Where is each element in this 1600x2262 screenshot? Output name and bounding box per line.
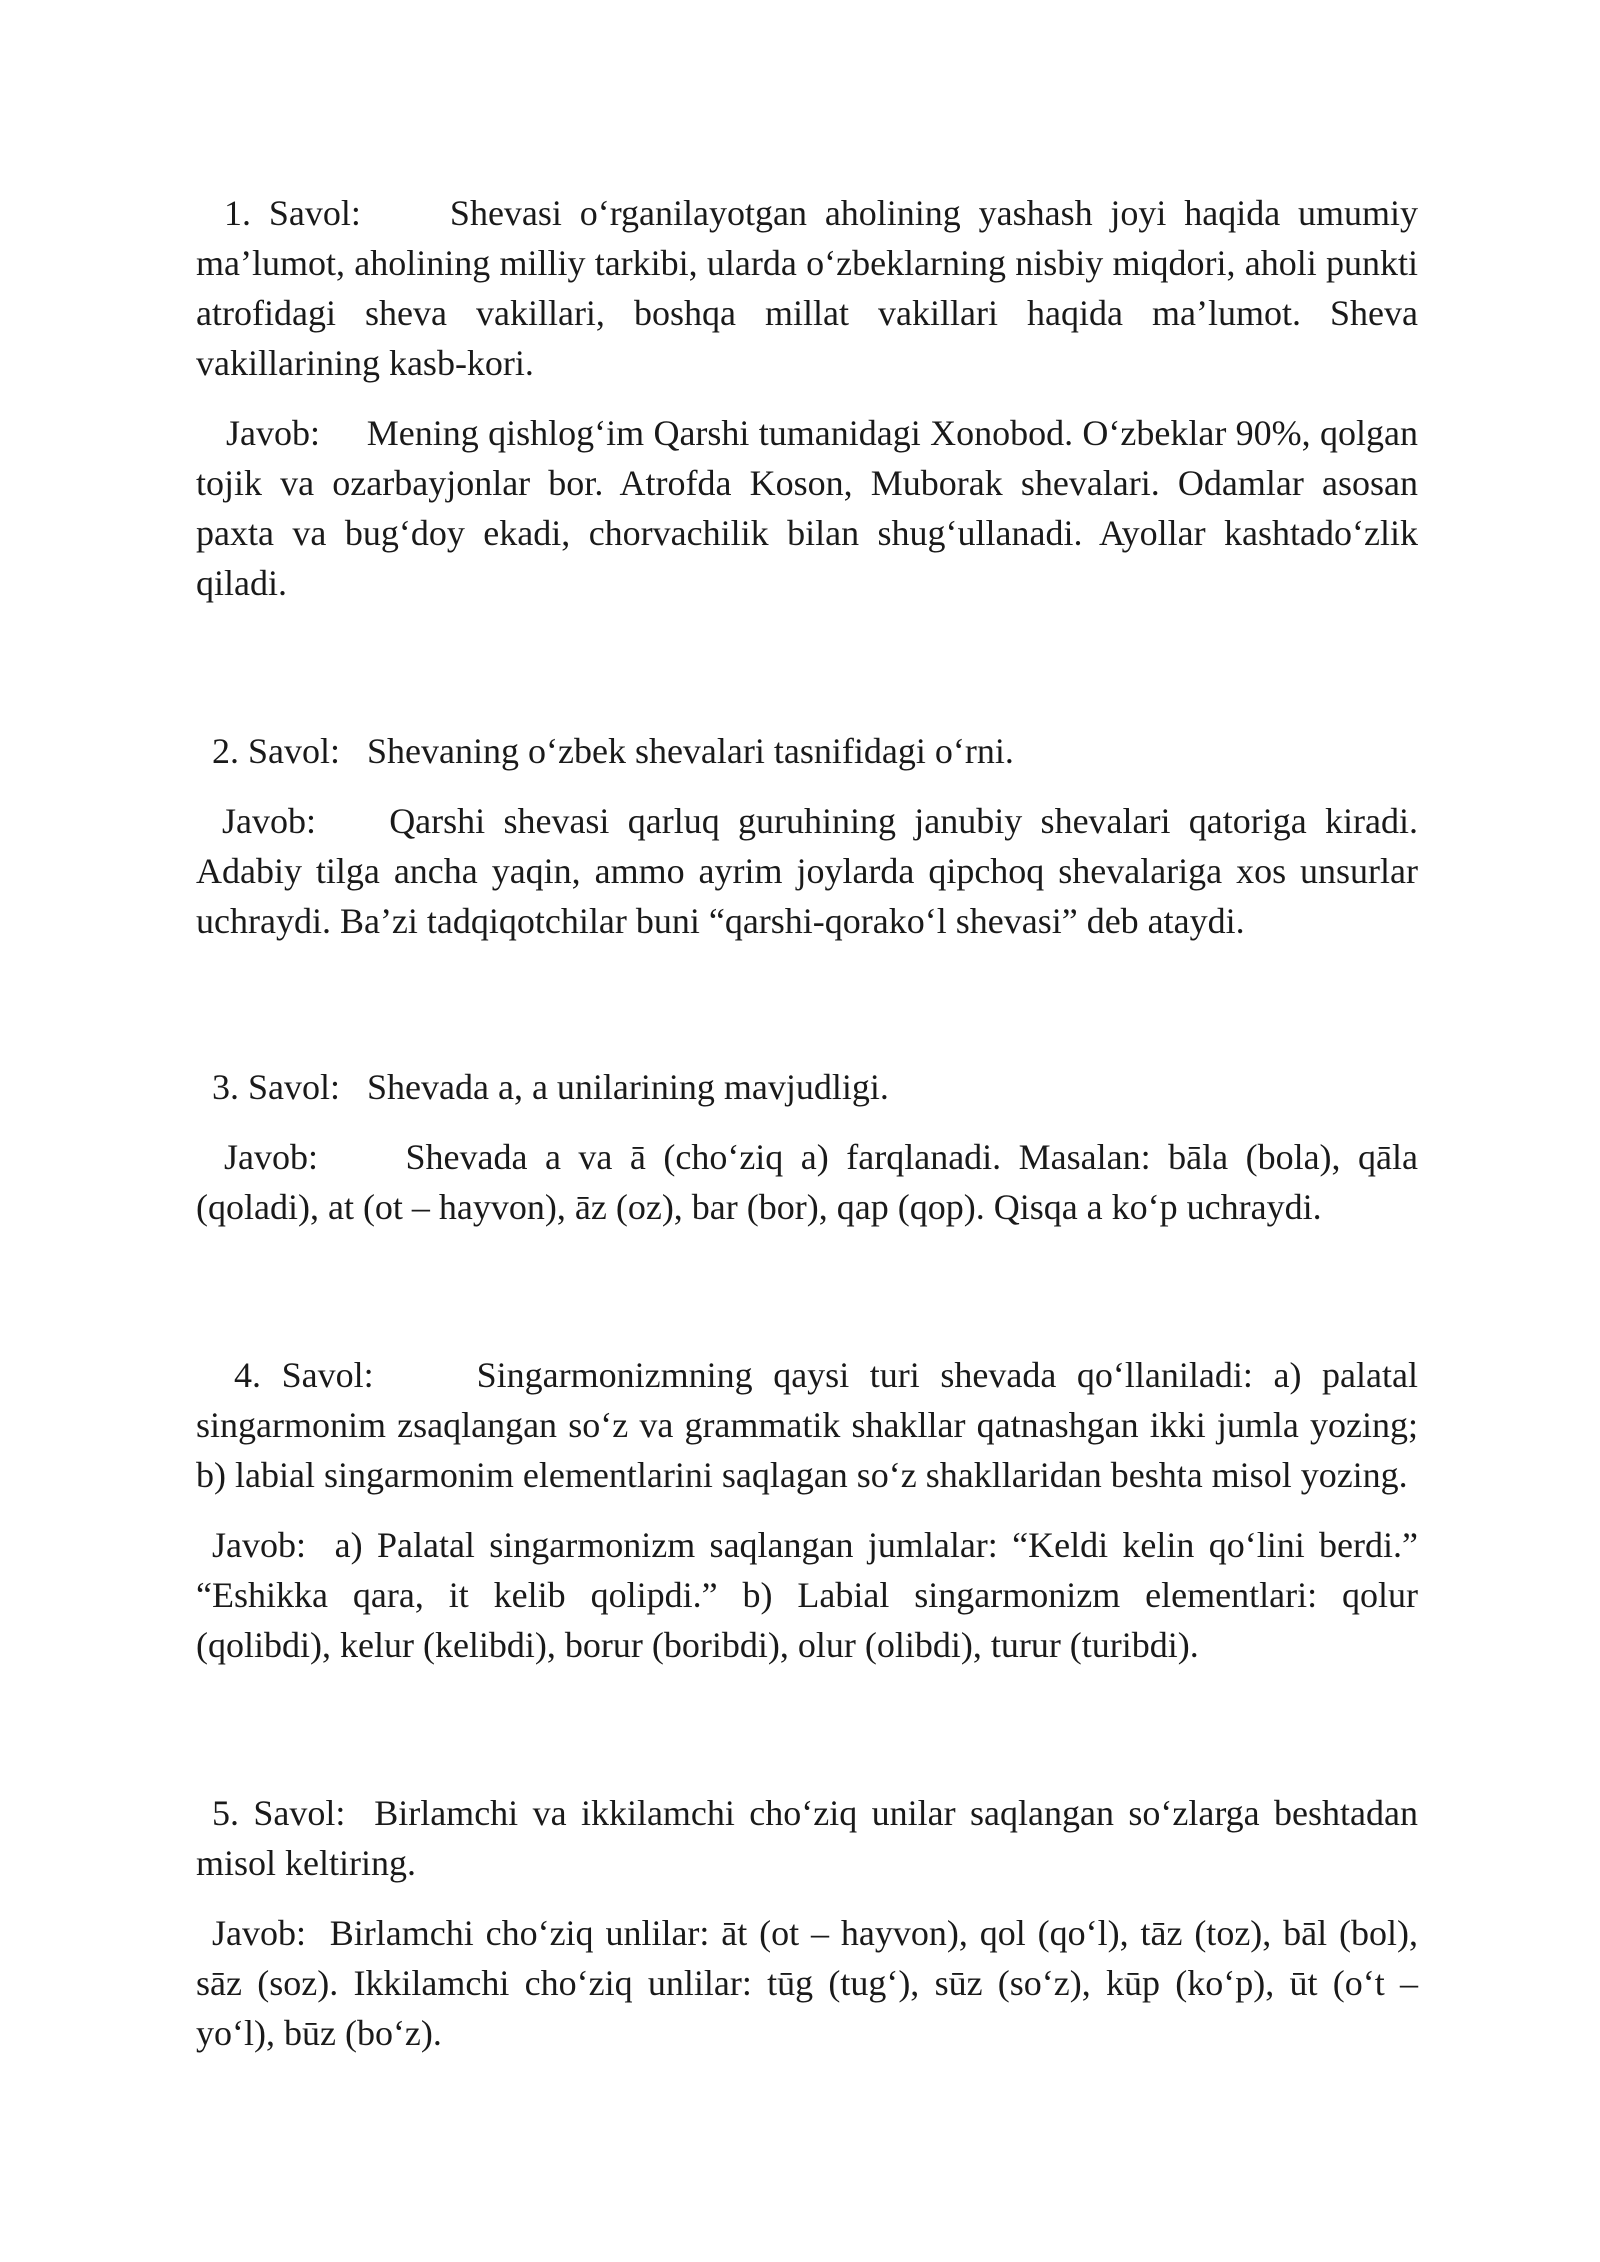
answer-5 [196,1908,1418,2058]
qa-block-2 [196,726,1418,946]
question-text: Birlamchi va ikkilamchi cho‘ziq unilar saqlangan so‘zlarga beshtadan misol keltiring. [196,1793,1418,1883]
answer-label: Javob: [226,413,320,453]
question-3 [196,1062,1418,1112]
answer-label: Javob: [212,1525,306,1565]
answer-2 [196,796,1418,946]
answer-3 [196,1132,1418,1232]
question-4 [196,1350,1418,1500]
answer-1 [196,408,1418,608]
question-1 [196,188,1418,388]
qa-block-3 [196,1062,1418,1232]
answer-text: Birlamchi cho‘ziq unlilar: āt (ot – hayvon), qol (qo‘l), tāz (toz), bāl (bol), sāz (soz). Ikkilamchi cho‘ziq unlilar: tūg (tug‘), sūz (so‘z), kūp (ko‘p), ūt (o‘t – yo‘l), būz (bo‘z). [196,1913,1419,2053]
answer-label: Javob: [224,1137,318,1177]
answer-label: Javob: [212,1913,306,1953]
qa-block-5 [196,1788,1418,2058]
question-5 [196,1788,1418,1888]
question-2 [196,726,1418,776]
document-page [196,188,1418,2058]
qa-block-1 [196,188,1418,608]
question-label: 3. Savol: [212,1067,341,1107]
qa-block-4 [196,1350,1418,1670]
question-label: 4. Savol: [234,1355,374,1395]
answer-text: Shevada a va ā (cho‘ziq a) farqlanadi. Masalan: bāla (bola), qāla (qoladi), at (ot – hayvon), āz (oz), bar (bor), qap (qop). Qisqa a ko‘p uchraydi. [196,1137,1418,1227]
question-text: Shevasi o‘rganilayotgan aholining yashash joyi haqida umumiy ma’lumot, aholining milliy tarkibi, ularda o‘zbeklarning nisbiy miqdori, aholi punkti atrofidagi sheva vakillari, boshqa millat vakillari haqida ma’lumot. Sheva vakillarining kasb-kori. [196,193,1419,383]
question-text: Shevada a, a unilarining mavjudligi. [367,1067,889,1107]
question-text: Singarmonizmning qaysi turi shevada qo‘llaniladi: a) palatal singarmonim zsaqlangan so‘z va grammatik shakllar qatnashgan ikki jumla yozing; b) labial singarmonim elementlarini saqlagan so‘z shakllaridan beshta misol yozing. [196,1355,1418,1495]
question-text: Shevaning o‘zbek shevalari tasnifidagi o‘rni. [367,731,1014,771]
answer-text: Mening qishlog‘im Qarshi tumanidagi Xonobod. O‘zbeklar 90%, qolgan tojik va ozarbayjonlar bor. Atrofda Koson, Muborak shevalari. Odamlar asosan paxta va bug‘doy ekadi, chorvachilik bilan shug‘ullanadi. Ayollar kashtado‘zlik qiladi. [196,413,1418,603]
question-label: 2. Savol: [212,731,341,771]
question-label: 1. Savol: [224,193,361,233]
answer-text: Qarshi shevasi qarluq guruhining janubiy shevalari qatoriga kiradi. Adabiy tilga ancha yaqin, ammo ayrim joylarda qipchoq shevalariga xos unsurlar uchraydi. Ba’zi tadqiqotchilar buni “qarshi-qorako‘l shevasi” deb ataydi. [196,801,1419,941]
question-label: 5. Savol: [212,1793,346,1833]
answer-4 [196,1520,1418,1670]
answer-label: Javob: [222,801,316,841]
answer-text: a) Palatal singarmonizm saqlangan jumlalar: “Keldi kelin qo‘lini berdi.” “Eshikka qara, it kelib qolipdi.” b) Labial singarmonizm elementlari: qolur (qolibdi), kelur (kelibdi), borur (boribdi), olur (olibdi), turur (turibdi). [196,1525,1418,1665]
